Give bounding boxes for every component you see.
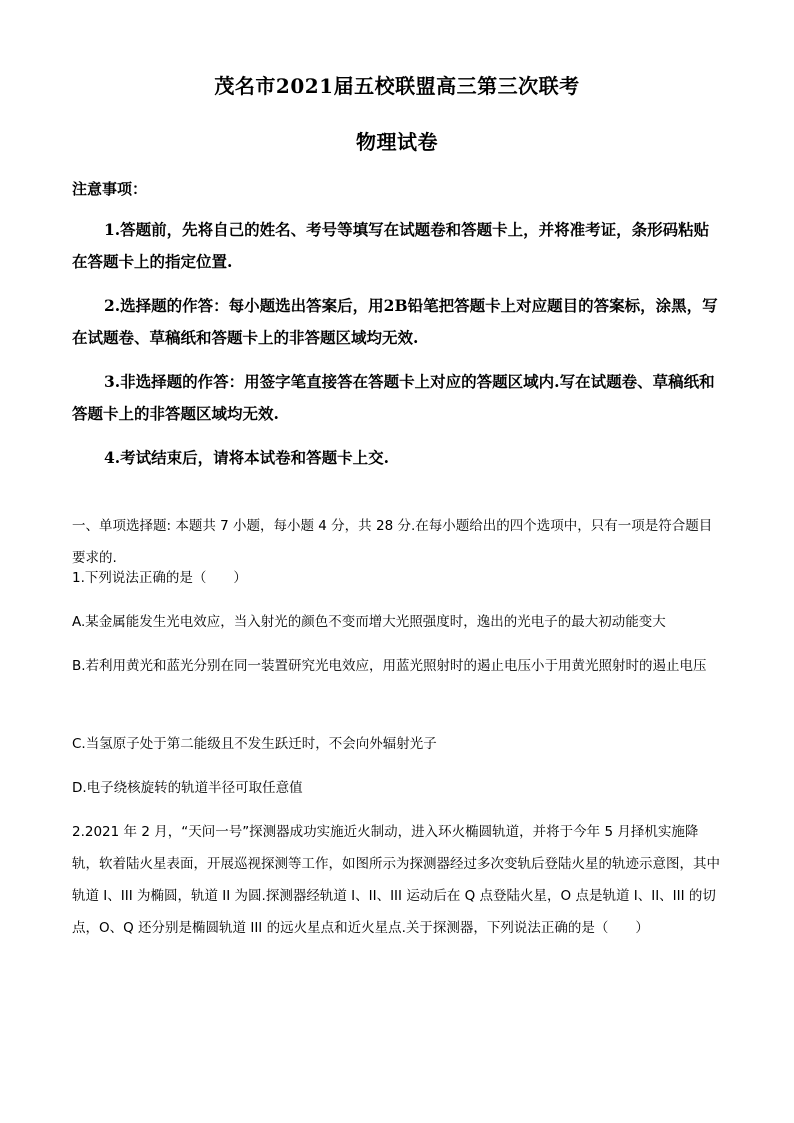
question-2-stem: 2.2021 年 2 月，“天问一号”探测器成功实施近火制动，进入环火椭圆轨道，并将于今年 5 月择机实施降轨，软着陆火星表面，开展巡视探测等工作，如图所示为探测器经过多次变轨后登陆火星的轨迹示意图，其中轨道 I、III 为椭圆，轨道 II 为圆.探测器经轨道 I、II、III 运动后在 Q 点登陆火星，O 点是轨道 I、II、III 的切点，O、Q 还分别是椭圆轨道 III 的远火星点和近火星点.关于探测器，下列说法正确的是（ ） <box>72 824 720 936</box>
section-heading: 一、单项选择题: 本题共 7 小题，每小题 4 分，共 28 分.在每小题给出的四个选项中，只有一项是符合题目要求的. <box>72 518 713 566</box>
notice-item-2: 2.选择题的作答：每小题选出答案后，用2B铅笔把答题卡上对应题目的答案标，涂黑，写在试题卷、草稿纸和答题卡上的非答题区域均无效. <box>72 296 718 347</box>
exam-title: 茂名市2021届五校联盟高三第三次联考 <box>214 74 580 98</box>
question-1-stem: 1.下列说法正确的是（ ） <box>72 570 247 586</box>
notice-item-1: 1.答题前，先将自己的姓名、考号等填写在试题卷和答题卡上，并将准考证，条形码粘贴在答题卡上的指定位置. <box>72 220 710 271</box>
exam-subtitle: 物理试卷 <box>356 130 438 154</box>
notice-item-4: 4.考试结束后，请将本试卷和答题卡上交. <box>104 448 390 467</box>
question-1-option-d: D.电子绕核旋转的轨道半径可取任意值 <box>72 780 303 796</box>
question-1-option-c: C.当氢原子处于第二能级且不发生跃迁时，不会向外辐射光子 <box>72 736 437 752</box>
notice-item-3: 3.非选择题的作答：用签字笔直接答在答题卡上对应的答题区域内.写在试题卷、草稿纸和答题卡上的非答题区域均无效. <box>72 372 715 423</box>
question-1-option-b: B.若利用黄光和蓝光分别在同一装置研究光电效应，用蓝光照射时的遏止电压小于用黄光照射时的遏止电压 <box>72 658 707 674</box>
question-1-option-a: A.某金属能发生光电效应，当入射光的颜色不变而增大光照强度时，逸出的光电子的最大初动能变大 <box>72 614 666 630</box>
notice-heading: 注意事项： <box>72 180 148 198</box>
